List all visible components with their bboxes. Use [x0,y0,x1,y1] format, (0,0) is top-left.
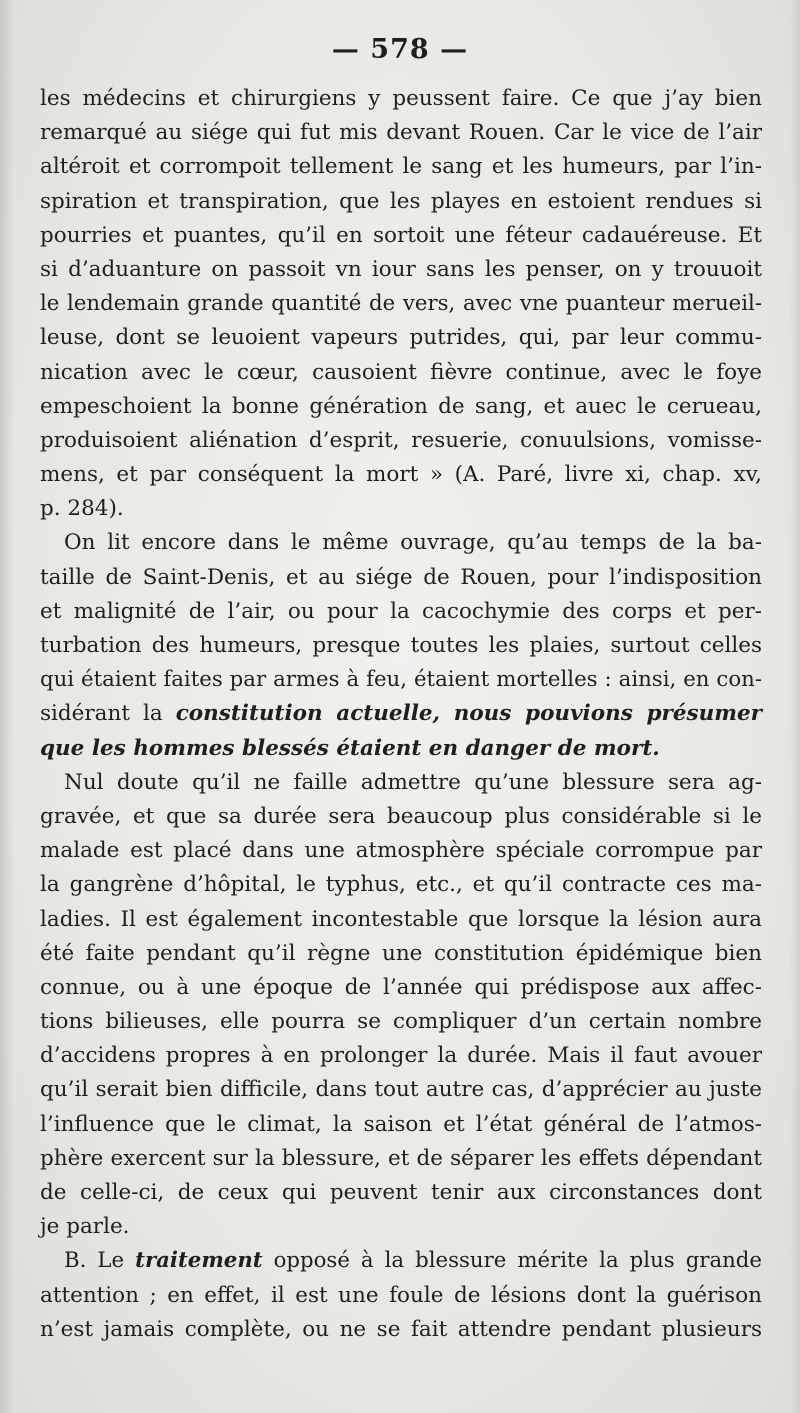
text-line [40,903,762,937]
text-line [40,1176,762,1210]
line-text: l’influence que le climat, la saison et l’état général de l’atmos- [40,1111,762,1137]
line-text: si d’aduanture on passoit vn iour sans les penser, on y trouuoit [40,256,762,282]
text-line [40,1039,762,1073]
line-text: de celle-ci, de ceux qui peuvent tenir aux circonstances dont [40,1180,762,1205]
line-text: et malignité de l’air, ou pour la cacochymie des corps et per- [40,598,762,624]
text-line [40,185,762,219]
line-text: pourries et puantes, qu’il en sortoit une féteur cadauéreuse. Et [40,222,762,248]
line-text: malade est placé dans une atmosphère spéciale corrompue par [40,838,762,864]
text-line [40,834,762,868]
line-text: Nul doute qu’il ne faille admettre qu’une blessure sera ag- [64,769,762,795]
text-line [40,1279,762,1313]
text-line [40,116,762,150]
line-text: été faite pendant qu’il règne une constitution épidémique bien [40,940,762,966]
line-text: nication avec le cœur, causoient fièvre continue, avec le foye [40,359,762,385]
text-line [40,1108,762,1142]
text-line [40,356,762,390]
text-line [40,937,762,971]
line-text: connue, ou à une époque de l’année qui prédispose aux affec- [40,974,762,1000]
line-text: sidérant la [40,701,176,727]
text-line [40,800,762,834]
line-text: la gangrène d’hôpital, le typhus, etc., et qu’il contracte ces ma- [40,872,762,898]
line-text: tions bilieuses, elle pourra se compliquer d’un certain nombre [40,1009,762,1035]
text-line [40,219,762,253]
line-text: p. 284). [40,496,124,522]
line-text: leuse, dont se leuoient vapeurs putrides, qui, par leur commu- [40,325,762,351]
italic-emphasis: que les hommes blessés étaient en danger de mort. [40,735,660,761]
text-line [40,561,762,595]
line-text: le lendemain grande quantité de vers, avec vne puanteur merueil- [40,291,762,317]
text-line [40,1005,762,1039]
text-line [40,492,762,526]
italic-emphasis: traitement [135,1248,263,1274]
line-text: qui étaient faites par armes à feu, étaient mortelles : ainsi, en con- [40,667,762,693]
text-line [40,1244,762,1278]
line-text: d’accidens propres à en prolonger la durée. Mais il faut avouer [40,1043,762,1069]
line-text: opposé à la blessure mérite la plus grande [262,1248,762,1274]
text-line [40,458,762,492]
line-text: les médecins et chirurgiens y peussent faire. Ce que j’ay bien [40,86,762,111]
text-line [40,150,762,184]
line-text: je parle. [40,1214,130,1240]
line-text: phère exercent sur la blessure, et de séparer les effets dépendant [40,1145,762,1171]
line-text: attention ; en effet, il est une foule de lésions dont la guérison [40,1282,762,1308]
line-text: turbation des humeurs, presque toutes les plaies, surtout celles [40,633,762,658]
line-text: qu’il serait bien difficile, dans tout autre cas, d’apprécier au juste [40,1077,762,1103]
text-line [40,82,762,116]
text-line [40,697,762,731]
line-text: spiration et transpiration, que les playes en estoient rendues si [40,188,762,214]
line-text: taille de Saint-Denis, et au siége de Rouen, pour l’indisposition [40,564,762,590]
text-line [40,629,762,663]
line-text: gravée, et que sa durée sera beaucoup plus considérable si le [40,803,762,829]
text-line [40,1313,762,1347]
text-line [40,1073,762,1107]
text-line [40,424,762,458]
line-text: altéroit et corrompoit tellement le sang et les humeurs, par l’in- [40,154,762,180]
line-text: produisoient aliénation d’esprit, resuerie, conuulsions, vomisse- [40,427,762,453]
line-text: n’est jamais complète, ou ne se fait attendre pendant plusieurs [40,1316,762,1342]
italic-emphasis: constitution actuelle, nous pouvions présumer [175,701,762,727]
text-line [40,1210,762,1244]
line-text: remarqué au siége qui fut mis devant Rouen. Car le vice de l’air [40,120,762,146]
page-number: — 578 — [331,34,469,65]
text-line [40,766,762,800]
body-text [40,82,762,1347]
text-line [40,971,762,1005]
text-line [40,732,762,766]
text-line [40,663,762,697]
text-line [40,595,762,629]
text-line [40,287,762,321]
text-line [40,321,762,355]
text-line [40,1142,762,1176]
text-line [40,526,762,560]
text-line [40,390,762,424]
line-text: empeschoient la bonne génération de sang, et auec le cerueau, [40,393,762,419]
line-text: mens, et par conséquent la mort » (A. Paré, livre xi, chap. xv, [40,462,762,488]
text-line [40,868,762,902]
line-text: On lit encore dans le même ouvrage, qu’au temps de la ba- [64,530,762,556]
line-text: ladies. Il est également incontestable que lorsque la lésion aura [40,906,762,932]
text-line [40,253,762,287]
line-text: B. Le [64,1248,136,1274]
